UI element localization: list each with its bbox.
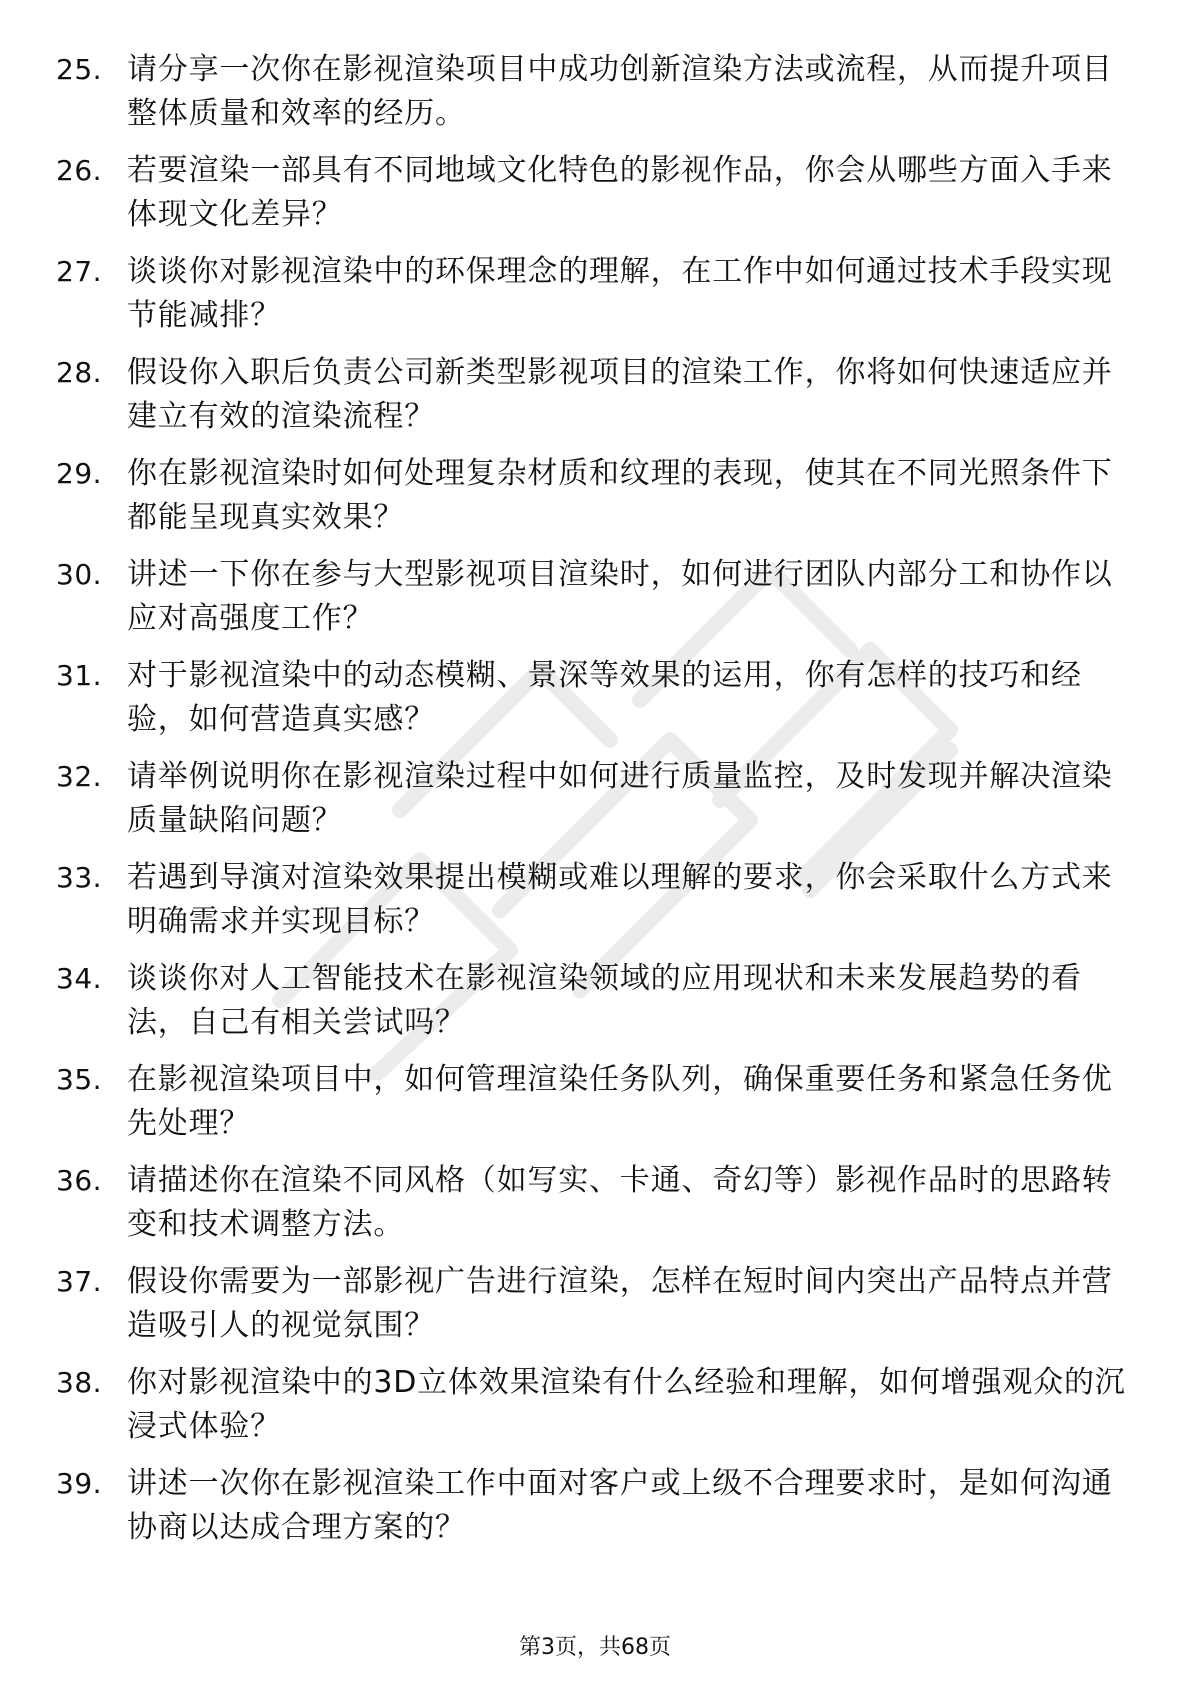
question-text: 你对影视渲染中的3D立体效果渲染有什么经验和理解，如何增强观众的沉浸式体验？ [127, 1365, 1126, 1444]
list-item [56, 452, 1126, 540]
list-item [56, 250, 1126, 338]
question-number: 29. [56, 457, 103, 490]
question-text: 若要渲染一部具有不同地域文化特色的影视作品，你会从哪些方面入手来体现文化差异？ [127, 153, 1113, 232]
question-text: 请描述你在渲染不同风格（如写实、卡通、奇幻等）影视作品时的思路转变和技术调整方法。 [127, 1163, 1113, 1242]
question-number: 26. [56, 154, 103, 187]
question-text: 在影视渲染项目中，如何管理渲染任务队列，确保重要任务和紧急任务优先处理？ [127, 1062, 1113, 1141]
question-text: 假设你入职后负责公司新类型影视项目的渲染工作，你将如何快速适应并建立有效的渲染流程？ [127, 355, 1113, 434]
question-number: 25. [56, 53, 103, 86]
question-number: 27. [56, 255, 103, 288]
list-item [56, 149, 1126, 237]
question-text: 谈谈你对人工智能技术在影视渲染领域的应用现状和未来发展趋势的看法，自己有相关尝试吗？ [127, 961, 1082, 1040]
list-item [56, 1260, 1126, 1348]
question-text: 请举例说明你在影视渲染过程中如何进行质量监控，及时发现并解决渲染质量缺陷问题？ [127, 759, 1113, 838]
question-text: 假设你需要为一部影视广告进行渲染，怎样在短时间内突出产品特点并营造吸引人的视觉氛围？ [127, 1264, 1113, 1343]
list-item [56, 553, 1126, 641]
list-item [56, 351, 1126, 439]
list-item [56, 755, 1126, 843]
question-text: 若遇到导演对渲染效果提出模糊或难以理解的要求，你会采取什么方式来明确需求并实现目标？ [127, 860, 1113, 939]
question-number: 34. [56, 962, 103, 995]
question-list [56, 48, 1126, 1563]
question-text: 讲述一下你在参与大型影视项目渲染时，如何进行团队内部分工和协作以应对高强度工作？ [127, 557, 1113, 636]
question-text: 你在影视渲染时如何处理复杂材质和纹理的表现，使其在不同光照条件下都能呈现真实效果？ [127, 456, 1113, 535]
list-item [56, 654, 1126, 742]
question-text: 谈谈你对影视渲染中的环保理念的理解，在工作中如何通过技术手段实现节能减排？ [127, 254, 1113, 333]
question-number: 31. [56, 659, 103, 692]
list-item [56, 1159, 1126, 1247]
question-text: 对于影视渲染中的动态模糊、景深等效果的运用，你有怎样的技巧和经验，如何营造真实感？ [127, 658, 1082, 737]
question-number: 35. [56, 1063, 103, 1096]
question-number: 38. [56, 1366, 103, 1399]
question-number: 39. [56, 1467, 103, 1500]
list-item [56, 1462, 1126, 1550]
question-text: 讲述一次你在影视渲染工作中面对客户或上级不合理要求时，是如何沟通协商以达成合理方案的？ [127, 1466, 1113, 1545]
question-number: 37. [56, 1265, 103, 1298]
list-item [56, 48, 1126, 136]
question-number: 28. [56, 356, 103, 389]
list-item [56, 856, 1126, 944]
question-number: 30. [56, 558, 103, 591]
list-item [56, 957, 1126, 1045]
question-number: 33. [56, 861, 103, 894]
question-number: 36. [56, 1164, 103, 1197]
page-number: 第3页，共68页 [519, 1635, 671, 1660]
question-text: 请分享一次你在影视渲染项目中成功创新渲染方法或流程，从而提升项目整体质量和效率的经历。 [127, 52, 1113, 131]
list-item [56, 1058, 1126, 1146]
question-number: 32. [56, 760, 103, 793]
list-item [56, 1361, 1126, 1449]
